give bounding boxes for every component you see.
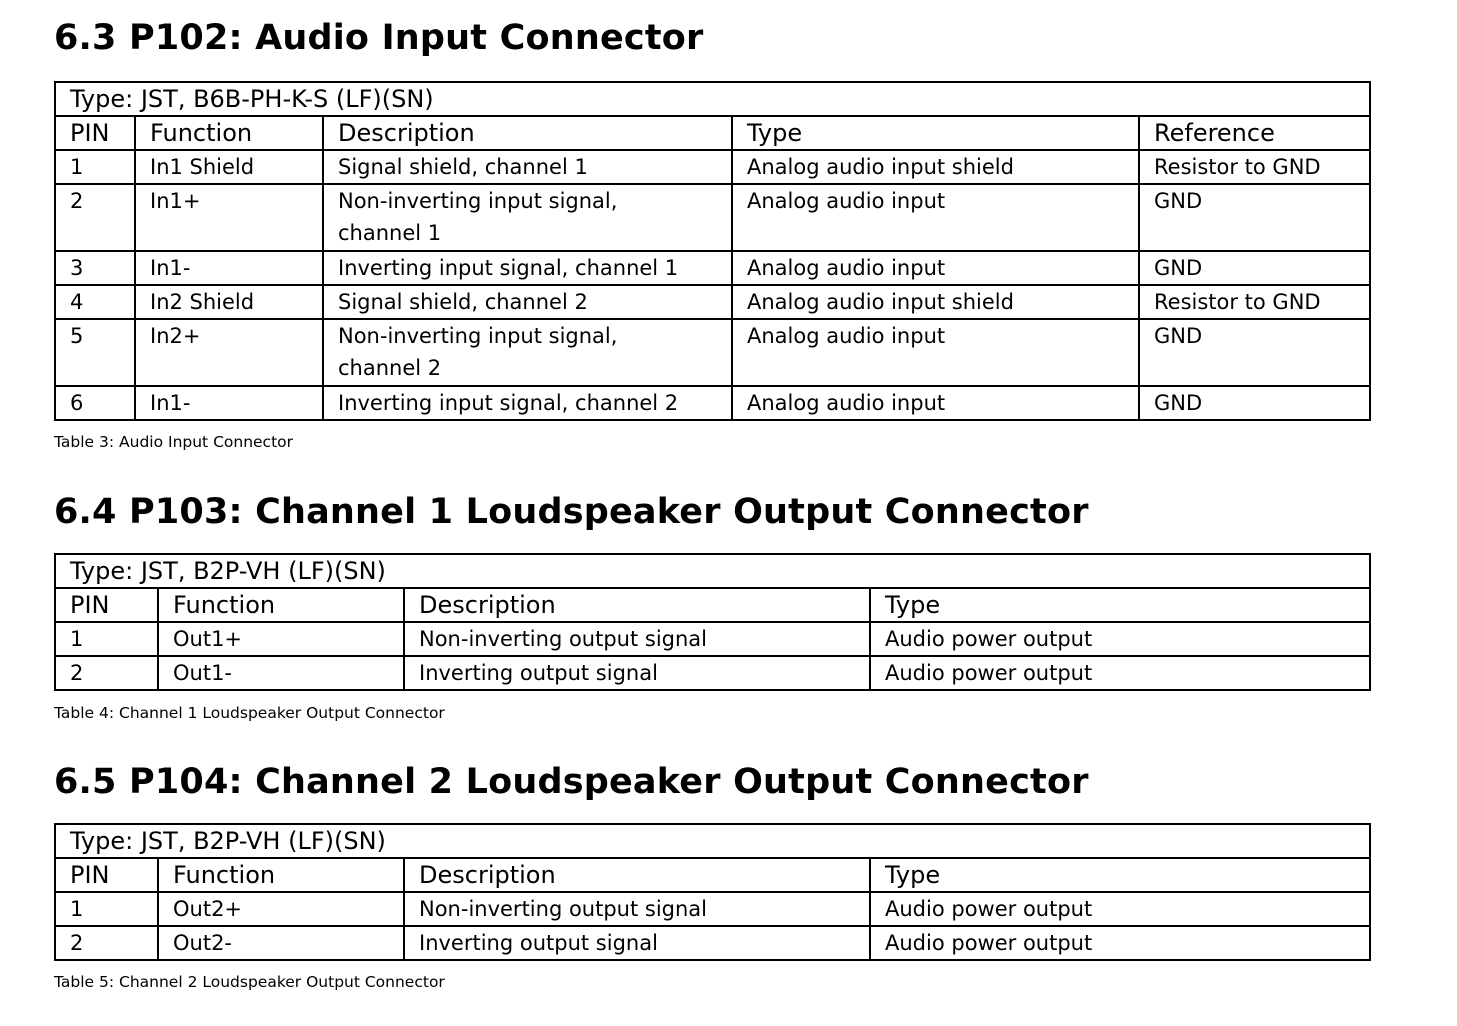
channel2-loudspeaker-connector-table (54, 823, 1371, 961)
description-cell: Signal shield, channel 1 (323, 150, 732, 184)
connector-type: Type: JST, B2P-VH (LF)(SN) (55, 554, 1370, 588)
column-header: Type (870, 858, 1370, 892)
function-cell: Out2+ (158, 892, 404, 926)
pin-cell: 2 (55, 184, 135, 251)
type-cell: Analog audio input (732, 386, 1139, 420)
type-cell: Analog audio input (732, 319, 1139, 386)
table-row (55, 386, 1370, 420)
function-cell: In2 Shield (135, 285, 323, 319)
function-cell: Out1- (158, 656, 404, 690)
channel1-loudspeaker-connector-table (54, 553, 1371, 691)
table-row (55, 285, 1370, 319)
function-cell: Out1+ (158, 622, 404, 656)
column-header: Function (158, 588, 404, 622)
reference-cell: Resistor to GND (1139, 150, 1370, 184)
description-cell: Inverting input signal, channel 1 (323, 251, 732, 285)
section-heading: 6.5 P104: Channel 2 Loudspeaker Output Connector (54, 762, 1089, 802)
column-header: Type (870, 588, 1370, 622)
description-cell: Non-inverting output signal (404, 892, 870, 926)
table-caption: Table 3: Audio Input Connector (54, 433, 294, 451)
section-heading: 6.3 P102: Audio Input Connector (54, 18, 704, 58)
column-header: PIN (55, 858, 158, 892)
table-row (55, 622, 1370, 656)
type-cell: Analog audio input shield (732, 150, 1139, 184)
description-cell: Non-inverting output signal (404, 622, 870, 656)
pin-cell: 6 (55, 386, 135, 420)
reference-cell: GND (1139, 386, 1370, 420)
connector-type-row (55, 82, 1370, 116)
column-header: Function (158, 858, 404, 892)
table-caption: Table 4: Channel 1 Loudspeaker Output Connector (54, 704, 445, 722)
column-header: Description (404, 588, 870, 622)
column-header: PIN (55, 116, 135, 150)
description-cell: Non-inverting input signal, channel 2 (323, 319, 732, 386)
section-p103 (54, 492, 1093, 722)
connector-type-row (55, 554, 1370, 588)
section-heading: 6.4 P103: Channel 1 Loudspeaker Output Connector (54, 492, 1089, 532)
connector-type: Type: JST, B6B-PH-K-S (LF)(SN) (55, 82, 1370, 116)
function-cell: In1+ (135, 184, 323, 251)
type-cell: Analog audio input (732, 184, 1139, 251)
table-caption: Table 5: Channel 2 Loudspeaker Output Connector (54, 973, 445, 991)
table-row (55, 184, 1370, 251)
description-cell: Signal shield, channel 2 (323, 285, 732, 319)
table-header-row (55, 858, 1370, 892)
description-cell: Inverting output signal (404, 926, 870, 960)
pin-cell: 2 (55, 656, 158, 690)
table-row (55, 251, 1370, 285)
reference-cell: Resistor to GND (1139, 285, 1370, 319)
table-row (55, 319, 1370, 386)
type-cell: Audio power output (870, 622, 1370, 656)
table-row (55, 150, 1370, 184)
type-cell: Audio power output (870, 892, 1370, 926)
function-cell: In1- (135, 386, 323, 420)
function-cell: In1 Shield (135, 150, 323, 184)
function-cell: In2+ (135, 319, 323, 386)
column-header: Description (404, 858, 870, 892)
pin-cell: 5 (55, 319, 135, 386)
type-cell: Audio power output (870, 656, 1370, 690)
reference-cell: GND (1139, 319, 1370, 386)
pin-cell: 4 (55, 285, 135, 319)
connector-type-row (55, 824, 1370, 858)
reference-cell: GND (1139, 184, 1370, 251)
description-cell: Inverting output signal (404, 656, 870, 690)
section-p104 (54, 762, 1093, 991)
type-cell: Audio power output (870, 926, 1370, 960)
column-header: Description (323, 116, 732, 150)
description-cell: Non-inverting input signal, channel 1 (323, 184, 732, 251)
function-cell: Out2- (158, 926, 404, 960)
column-header: Reference (1139, 116, 1370, 150)
column-header: PIN (55, 588, 158, 622)
function-cell: In1- (135, 251, 323, 285)
audio-input-connector-table (54, 81, 1371, 421)
description-cell: Inverting input signal, channel 2 (323, 386, 732, 420)
pin-cell: 2 (55, 926, 158, 960)
table-header-row (55, 116, 1370, 150)
section-p102 (54, 18, 1321, 451)
table-row (55, 892, 1370, 926)
table-header-row (55, 588, 1370, 622)
pin-cell: 1 (55, 622, 158, 656)
column-header: Function (135, 116, 323, 150)
pin-cell: 3 (55, 251, 135, 285)
reference-cell: GND (1139, 251, 1370, 285)
type-cell: Analog audio input (732, 251, 1139, 285)
connector-type: Type: JST, B2P-VH (LF)(SN) (55, 824, 1370, 858)
table-row (55, 656, 1370, 690)
pin-cell: 1 (55, 892, 158, 926)
column-header: Type (732, 116, 1139, 150)
table-row (55, 926, 1370, 960)
pin-cell: 1 (55, 150, 135, 184)
type-cell: Analog audio input shield (732, 285, 1139, 319)
